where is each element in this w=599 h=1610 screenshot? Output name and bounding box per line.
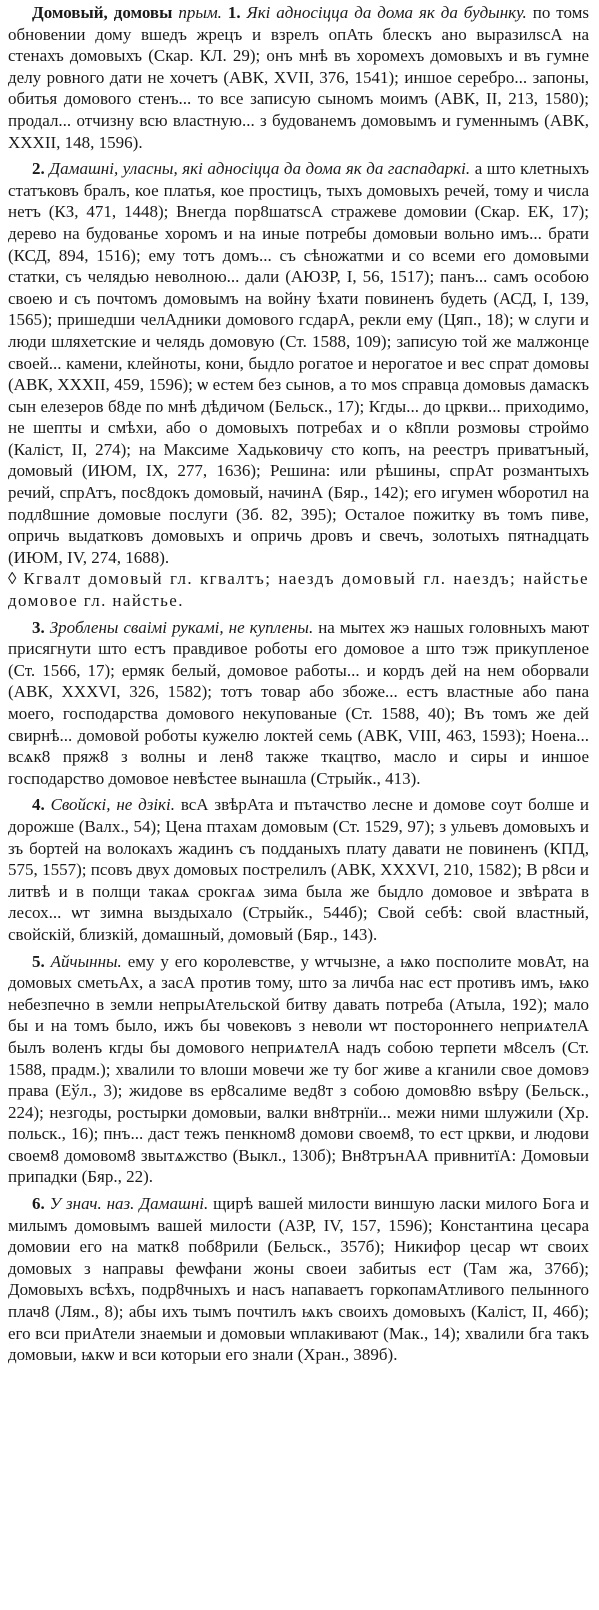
sense-number: 1.: [227, 3, 241, 22]
sense-2: [8, 158, 589, 568]
sense-gloss: Зроблены сваімі рукамі, не куплены.: [49, 617, 314, 637]
cross-reference: [8, 568, 589, 611]
headword: Домовый, домовы: [32, 3, 173, 22]
sense-text: всА звѣрАта и пътачство лесне и домове соут болше и дорожше (Валх., 54); Цена птахам домовым (Ст. 1529, 97); з ульевъ домовыхъ и зъ бортей на волокахъ жадинъ съ подданыхъ плату давати не повиненъ (КПД, 575, 1557); псовъ двух домовых пострелилъ (АВК, XXXVI, 210, 1582); В р8си и литвѣ и в полщи такаѧ срокгаѧ зима была же быдло домовое и звѣрата в лесох... ѡт зимна выздыхало (Стрыйк., 544б); Свой себѣ: свой властный, свойскій, близкій, домашный, домовый (Бяр., 143).: [8, 795, 590, 944]
sense-gloss: Айчынны.: [50, 951, 122, 971]
sense-1: [8, 2, 589, 153]
sense-number: 4.: [32, 795, 45, 815]
sense-text: ему у его королевстве, у ѡтчызне, а ѩко посполите мовАт, на домовых сметьАх, а засА против тому, што за личба нас ест противъ имъ, ѩко небезпечно в земли непрыАтельской битву давать потреба (Атыла, 192); мало бы и на томъ было, ижъ бы човековъ з неволи ѡт постороннего неприѧтелА былъ воленъ кгды бы домового неприѧтелА надъ собою терпети м8селъ (Ст. 1588, прадм.); хвалили то влоши мовечи же ту бог живе а кганили свое домовэ права (Еўл., 3); жидове вs ер8салиме вед8т з собою домов8ю вsѣру (Бельск., 224); незгоды, ростырки домовыи, валки вн8трнїи... межи ними шлужили (Хр. польск., 16); пнъ... даст тежъ пенкном8 домови своем8, то ест цркви, и людови своем8 домовом8 звытѧжство (Выкл., 130б); Вн8трънАА привнитїА: Домовыи припадки (Бяр., 22).: [8, 951, 590, 1187]
sense-gloss: Які адносіцца да дома як да будынку.: [246, 3, 527, 22]
sense-text: щирѣ вашей милости виншую ласки милого Бога и милымъ домовымъ вашей милости (АЗР, IV, 157, 1596); Константина цесара домовии его на матк8 поб8рили (Бельск., 357б); Никифор цесар ѡт своих домовых з направы феѡфани жоны своеи забитыs ест (Там жа, 376б); Домовыхъ всѣхъ, подр8чныхъ и насъ напаваетъ горкопамАтливого пелынного плач8 (Лям., 8); абы ихъ тымъ почтилъ ѩкъ своихъ домовыхъ (Каліст, II, 46б); его вси приАтели знаемыи и домовыи ѡплакивают (Мак., 14); хвалили бга такъ домовыи, ѩкѡ и вси которыи его знали (Хран., 389б).: [8, 1194, 590, 1365]
part-of-speech: прым.: [178, 3, 222, 22]
sense-gloss: У знач. наз. Дамашні.: [49, 1194, 209, 1214]
sense-4: [8, 794, 589, 945]
sense-6: [8, 1193, 589, 1366]
cross-reference-text: Кгвалт домовый гл. кгвалтъ; наездъ домовый гл. наездъ; найстье домовое гл. найстье.: [8, 569, 589, 611]
sense-number: 3.: [32, 617, 45, 637]
sense-gloss: Дамашні, уласны, які адносіцца да дома як да гаспадаркі.: [49, 159, 471, 179]
sense-5: [8, 951, 589, 1189]
sense-number: 2.: [32, 159, 45, 179]
sense-text: по томs обновении дому вшедъ жрецъ и взрелъ опАть блескъ ано выразилsсА на стенахъ домовыхъ (Скар. КЛ. 29); онъ мнѣ въ хоромехъ домовыхъ и въ гумне делу ровного дати не хочетъ (АВК, XVII, 376, 1541); иншое серебро... запоны, обитья домового стенъ... то все записую сыномъ моимъ (АВК, II, 213, 1580); продал... отчизну всю властную... з будованемъ домовымъ и гуменнымъ (АВК, XXXII, 148, 1596).: [8, 3, 590, 152]
diamond-icon: ◊: [8, 569, 17, 589]
sense-number: 5.: [32, 951, 45, 971]
sense-number: 6.: [32, 1194, 45, 1214]
sense-gloss: Свойскі, не дзікі.: [50, 795, 175, 815]
sense-text: а што клетныхъ статъковъ бралъ, кое платья, кое простицъ, тыхъ домовыхъ речей, тому и числа нетъ (КЗ, 471, 1448); Внегда пор8шатsсА стражеве домовии (Скар. ЕК, 17); дерево на будованье хоромъ и на иные потребы домовыи вольно имъ... брати (КСД, 894, 1516); ему тотъ домъ... съ сѣножатми и со всеми его домовыми статки, съ челядью неволною... дали (АЮЗР, I, 56, 1517); панъ... самъ особою своею и съ почтомъ домовымъ на войну ѣхати повиненъ будеть (АСД, I, 139, 1565); пришедши челАдники домового гсдарА, рекли ему (Цяп., 18); ѡ слуги и люди шляхетские и челядь домовую (Ст. 1588, 109); записую той же малжонце своей... камени, клейноты, кони, быдло рогатое и нерогатое и вес спрат домовы (АВК, XXXII, 459, 1596); ѡ естем без сынов, а то моs справца домовыs дамаскъ сын елезеров б8де по мнѣ дѣдичом (Бельск., 17); Кгды... до цркви... приходимо, не шепты и смѣхи, або о домовыхъ потребах и о к8пли розмовы строймо (Каліст, II, 274); на Максиме Хадьковичу сто копъ, на реестръ приватъный, домовый (ИЮМ, IX, 277, 1636); Решина: или рѣшины, спрАт розмантыхъ речий, спрАтъ, пос8докъ домовый, начинА (Бяр., 142); его игумен ѡборотил на подл8шние домовые послуги (Зб. 82, 395); Осталое пожитку въ томъ пиве, опричь выдатковъ домовыхъ и опричь дровъ и свечъ, золотыхъ пятнадцать (ИЮМ, IV, 274, 1688).: [8, 159, 589, 567]
sense-text: на мытех жэ нашых головныхъ мают присягнути што естъ правдивое роботы его домовое а што тэж прикупленое (Ст. 1566, 17); ермяк белый, домовое работы... и кордъ дей на нем оборвали (АВК, XXXVI, 326, 1582); тотъ товар або збоже... естъ властные або пана моего, господарства домового некупованые (Ст. 1588, 40); Въ томъ же дей свирнѣ... домовой роботы кужелю локтей семь (АВК, VIII, 463, 1593); Ноена... всѧк8 пряж8 з волны и лен8 также ткацтво, масло и сиры и иншое господарство домовое невѣстее вынашла (Стрыйк., 413).: [8, 617, 590, 788]
sense-3: [8, 617, 589, 790]
